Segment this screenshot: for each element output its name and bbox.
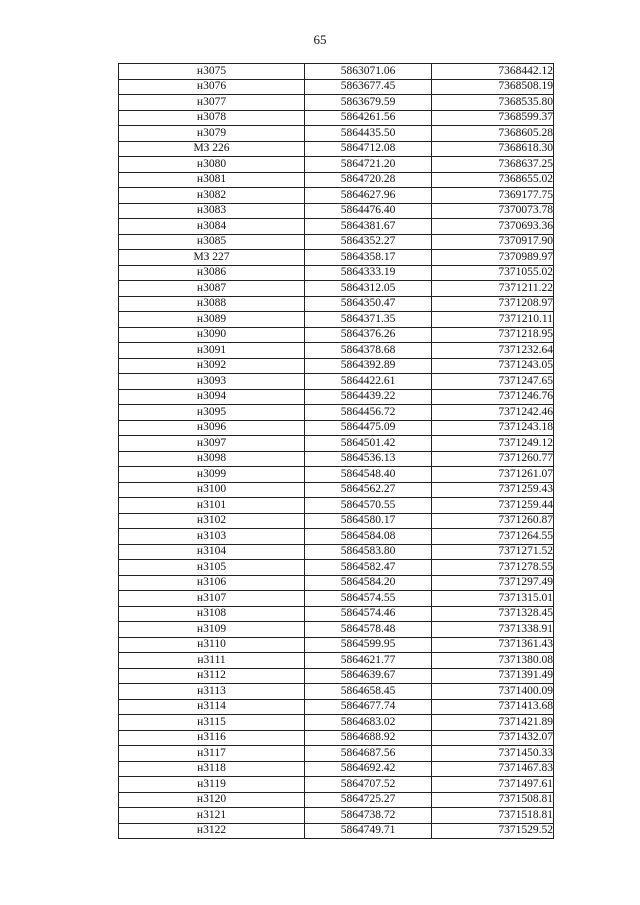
y-coordinate-cell: 7371260.87 (432, 513, 554, 529)
x-coordinate-cell: 5864476.40 (305, 203, 432, 219)
point-name-cell: н3122 (119, 823, 305, 839)
x-coordinate-cell: 5864381.67 (305, 219, 432, 235)
point-name-cell: н3109 (119, 622, 305, 638)
table-row (119, 250, 554, 266)
table-row (119, 389, 554, 405)
point-name-cell: н3119 (119, 777, 305, 793)
point-name-cell: н3106 (119, 575, 305, 591)
table-row (119, 653, 554, 669)
y-coordinate-cell: 7370989.97 (432, 250, 554, 266)
y-coordinate-cell: 7371328.45 (432, 606, 554, 622)
table-row (119, 560, 554, 576)
point-name-cell: н3107 (119, 591, 305, 607)
table-row (119, 265, 554, 281)
y-coordinate-cell: 7371529.52 (432, 823, 554, 839)
x-coordinate-cell: 5864639.67 (305, 668, 432, 684)
x-coordinate-cell: 5864501.42 (305, 436, 432, 452)
table-row (119, 792, 554, 808)
point-name-cell: н3080 (119, 157, 305, 173)
table-row (119, 327, 554, 343)
x-coordinate-cell: 5864584.08 (305, 529, 432, 545)
y-coordinate-cell: 7370693.36 (432, 219, 554, 235)
table-row (119, 451, 554, 467)
y-coordinate-cell: 7371421.89 (432, 715, 554, 731)
point-name-cell: н3118 (119, 761, 305, 777)
x-coordinate-cell: 5864621.77 (305, 653, 432, 669)
point-name-cell: н3092 (119, 358, 305, 374)
table-row (119, 281, 554, 297)
table-row (119, 157, 554, 173)
x-coordinate-cell: 5864687.56 (305, 746, 432, 762)
point-name-cell: н3114 (119, 699, 305, 715)
point-name-cell: н3081 (119, 172, 305, 188)
point-name-cell: н3102 (119, 513, 305, 529)
point-name-cell: н3093 (119, 374, 305, 390)
table-row (119, 296, 554, 312)
y-coordinate-cell: 7371259.43 (432, 482, 554, 498)
y-coordinate-cell: 7371380.08 (432, 653, 554, 669)
y-coordinate-cell: 7371450.33 (432, 746, 554, 762)
point-name-cell: н3100 (119, 482, 305, 498)
y-coordinate-cell: 7371210.11 (432, 312, 554, 328)
table-row (119, 730, 554, 746)
table-row (119, 312, 554, 328)
x-coordinate-cell: 5864738.72 (305, 808, 432, 824)
point-name-cell: н3113 (119, 684, 305, 700)
point-name-cell: н3097 (119, 436, 305, 452)
y-coordinate-cell: 7368605.28 (432, 126, 554, 142)
table-row (119, 823, 554, 839)
point-name-cell: н3095 (119, 405, 305, 421)
y-coordinate-cell: 7371361.43 (432, 637, 554, 653)
y-coordinate-cell: 7371055.02 (432, 265, 554, 281)
point-name-cell: н3090 (119, 327, 305, 343)
y-coordinate-cell: 7371338.91 (432, 622, 554, 638)
table-row (119, 668, 554, 684)
y-coordinate-cell: 7371259.44 (432, 498, 554, 514)
point-name-cell: н3117 (119, 746, 305, 762)
x-coordinate-cell: 5864371.35 (305, 312, 432, 328)
x-coordinate-cell: 5864683.02 (305, 715, 432, 731)
point-name-cell: н3108 (119, 606, 305, 622)
x-coordinate-cell: 5863679.59 (305, 95, 432, 111)
table-row (119, 467, 554, 483)
point-name-cell: н3091 (119, 343, 305, 359)
point-name-cell: н3098 (119, 451, 305, 467)
y-coordinate-cell: 7371518.81 (432, 808, 554, 824)
x-coordinate-cell: 5864580.17 (305, 513, 432, 529)
table-row (119, 343, 554, 359)
table-row (119, 188, 554, 204)
y-coordinate-cell: 7371260.77 (432, 451, 554, 467)
y-coordinate-cell: 7368637.25 (432, 157, 554, 173)
x-coordinate-cell: 5864721.20 (305, 157, 432, 173)
x-coordinate-cell: 5864261.56 (305, 110, 432, 126)
table-row (119, 622, 554, 638)
x-coordinate-cell: 5864435.50 (305, 126, 432, 142)
y-coordinate-cell: 7371232.64 (432, 343, 554, 359)
x-coordinate-cell: 5864378.68 (305, 343, 432, 359)
y-coordinate-cell: 7369177.75 (432, 188, 554, 204)
table-row (119, 172, 554, 188)
y-coordinate-cell: 7371271.52 (432, 544, 554, 560)
y-coordinate-cell: 7371247.65 (432, 374, 554, 390)
y-coordinate-cell: 7371278.55 (432, 560, 554, 576)
page-number: 65 (313, 32, 327, 47)
x-coordinate-cell: 5864627.96 (305, 188, 432, 204)
table-row (119, 544, 554, 560)
y-coordinate-cell: 7368535.80 (432, 95, 554, 111)
point-name-cell: н3079 (119, 126, 305, 142)
table-row (119, 110, 554, 126)
table-row (119, 761, 554, 777)
point-name-cell: н3099 (119, 467, 305, 483)
x-coordinate-cell: 5864456.72 (305, 405, 432, 421)
table-row (119, 95, 554, 111)
table-row (119, 79, 554, 95)
point-name-cell: н3105 (119, 560, 305, 576)
table-row (119, 436, 554, 452)
coordinates-table-body (119, 64, 554, 839)
point-name-cell: н3089 (119, 312, 305, 328)
point-name-cell: н3103 (119, 529, 305, 545)
point-name-cell: н3077 (119, 95, 305, 111)
x-coordinate-cell: 5864352.27 (305, 234, 432, 250)
table-row (119, 637, 554, 653)
y-coordinate-cell: 7368618.30 (432, 141, 554, 157)
y-coordinate-cell: 7371243.05 (432, 358, 554, 374)
x-coordinate-cell: 5864562.27 (305, 482, 432, 498)
x-coordinate-cell: 5864599.95 (305, 637, 432, 653)
table-row (119, 808, 554, 824)
x-coordinate-cell: 5864439.22 (305, 389, 432, 405)
table-row (119, 684, 554, 700)
point-name-cell: н3120 (119, 792, 305, 808)
x-coordinate-cell: 5864536.13 (305, 451, 432, 467)
x-coordinate-cell: 5864574.46 (305, 606, 432, 622)
y-coordinate-cell: 7371246.76 (432, 389, 554, 405)
table-row (119, 746, 554, 762)
y-coordinate-cell: 7371391.49 (432, 668, 554, 684)
y-coordinate-cell: 7368599.37 (432, 110, 554, 126)
point-name-cell: н3088 (119, 296, 305, 312)
x-coordinate-cell: 5864578.48 (305, 622, 432, 638)
point-name-cell: н3076 (119, 79, 305, 95)
x-coordinate-cell: 5864688.92 (305, 730, 432, 746)
x-coordinate-cell: 5864582.47 (305, 560, 432, 576)
x-coordinate-cell: 5864376.26 (305, 327, 432, 343)
table-row (119, 141, 554, 157)
y-coordinate-cell: 7371467.83 (432, 761, 554, 777)
x-coordinate-cell: 5864422.61 (305, 374, 432, 390)
y-coordinate-cell: 7368655.02 (432, 172, 554, 188)
y-coordinate-cell: 7371413.68 (432, 699, 554, 715)
x-coordinate-cell: 5864584.20 (305, 575, 432, 591)
table-row (119, 699, 554, 715)
point-name-cell: н3112 (119, 668, 305, 684)
point-name-cell: н3094 (119, 389, 305, 405)
point-name-cell: н3085 (119, 234, 305, 250)
table-row (119, 358, 554, 374)
point-name-cell: н3078 (119, 110, 305, 126)
x-coordinate-cell: 5864692.42 (305, 761, 432, 777)
point-name-cell: н3110 (119, 637, 305, 653)
point-name-cell: МЗ 227 (119, 250, 305, 266)
table-row (119, 777, 554, 793)
table-row (119, 420, 554, 436)
point-name-cell: н3101 (119, 498, 305, 514)
x-coordinate-cell: 5864749.71 (305, 823, 432, 839)
point-name-cell: н3111 (119, 653, 305, 669)
table-row (119, 591, 554, 607)
y-coordinate-cell: 7371400.09 (432, 684, 554, 700)
x-coordinate-cell: 5864475.09 (305, 420, 432, 436)
x-coordinate-cell: 5864392.89 (305, 358, 432, 374)
y-coordinate-cell: 7371497.61 (432, 777, 554, 793)
point-name-cell: н3086 (119, 265, 305, 281)
y-coordinate-cell: 7371249.12 (432, 436, 554, 452)
table-row (119, 64, 554, 80)
table-row (119, 482, 554, 498)
x-coordinate-cell: 5864712.08 (305, 141, 432, 157)
point-name-cell: н3121 (119, 808, 305, 824)
table-row (119, 715, 554, 731)
x-coordinate-cell: 5864725.27 (305, 792, 432, 808)
table-row (119, 203, 554, 219)
y-coordinate-cell: 7371243.18 (432, 420, 554, 436)
point-name-cell: н3082 (119, 188, 305, 204)
y-coordinate-cell: 7368442.12 (432, 64, 554, 80)
x-coordinate-cell: 5864350.47 (305, 296, 432, 312)
y-coordinate-cell: 7371264.55 (432, 529, 554, 545)
y-coordinate-cell: 7371297.49 (432, 575, 554, 591)
y-coordinate-cell: 7370073.78 (432, 203, 554, 219)
table-row (119, 126, 554, 142)
point-name-cell: н3115 (119, 715, 305, 731)
x-coordinate-cell: 5864333.19 (305, 265, 432, 281)
y-coordinate-cell: 7371218.95 (432, 327, 554, 343)
table-row (119, 529, 554, 545)
y-coordinate-cell: 7371211.22 (432, 281, 554, 297)
table-row (119, 606, 554, 622)
x-coordinate-cell: 5864583.80 (305, 544, 432, 560)
table-row (119, 405, 554, 421)
y-coordinate-cell: 7371315.01 (432, 591, 554, 607)
coordinates-table (118, 63, 554, 839)
x-coordinate-cell: 5864658.45 (305, 684, 432, 700)
y-coordinate-cell: 7371208.97 (432, 296, 554, 312)
point-name-cell: МЗ 226 (119, 141, 305, 157)
x-coordinate-cell: 5864548.40 (305, 467, 432, 483)
point-name-cell: н3083 (119, 203, 305, 219)
table-row (119, 234, 554, 250)
point-name-cell: н3096 (119, 420, 305, 436)
y-coordinate-cell: 7368508.19 (432, 79, 554, 95)
point-name-cell: н3104 (119, 544, 305, 560)
point-name-cell: н3075 (119, 64, 305, 80)
y-coordinate-cell: 7371261.07 (432, 467, 554, 483)
x-coordinate-cell: 5864312.05 (305, 281, 432, 297)
x-coordinate-cell: 5864677.74 (305, 699, 432, 715)
table-row (119, 374, 554, 390)
point-name-cell: н3087 (119, 281, 305, 297)
y-coordinate-cell: 7371508.81 (432, 792, 554, 808)
x-coordinate-cell: 5864707.52 (305, 777, 432, 793)
y-coordinate-cell: 7371242.46 (432, 405, 554, 421)
table-row (119, 219, 554, 235)
y-coordinate-cell: 7370917.90 (432, 234, 554, 250)
x-coordinate-cell: 5864720.28 (305, 172, 432, 188)
x-coordinate-cell: 5863071.06 (305, 64, 432, 80)
point-name-cell: н3084 (119, 219, 305, 235)
x-coordinate-cell: 5864570.55 (305, 498, 432, 514)
x-coordinate-cell: 5864358.17 (305, 250, 432, 266)
table-row (119, 513, 554, 529)
x-coordinate-cell: 5863677.45 (305, 79, 432, 95)
table-row (119, 575, 554, 591)
table-row (119, 498, 554, 514)
point-name-cell: н3116 (119, 730, 305, 746)
y-coordinate-cell: 7371432.07 (432, 730, 554, 746)
x-coordinate-cell: 5864574.55 (305, 591, 432, 607)
